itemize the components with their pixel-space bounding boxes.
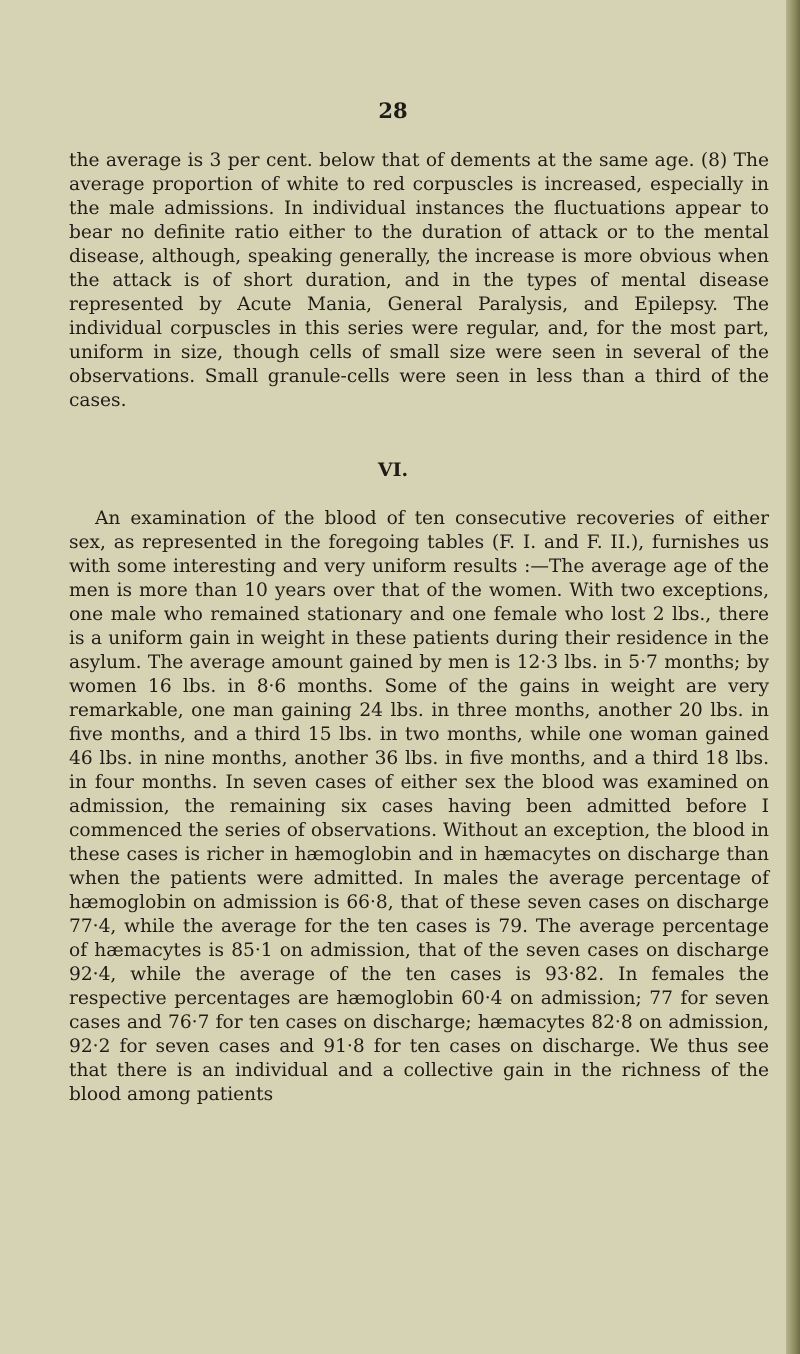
section-heading: VI. <box>377 459 409 481</box>
paragraph-2: An examination of the blood of ten consecutive recoveries of either sex, as represented in the foregoing tables (F. I. and F. II.), furnishes us with some interesting and very uniform results :—The average age of the men is more than 10 years over that of the women. With two exceptions, one male who remained stationary and one female who lost 2 lbs., there is a uniform gain in weight in these patients during their residence in the asylum. The average amount gained by men is 12·3 lbs. in 5·7 months; by women 16 lbs. in 8·6 months. Some of the gains in weight are very remarkable, one man gaining 24 lbs. in three months, another 20 lbs. in five months, and a third 15 lbs. in two months, while one woman gained 46 lbs. in nine months, another 36 lbs. in five months, and a third 18 lbs. in four months. In seven cases of either sex the blood was examined on admission, the remaining six cases having been admitted before I commenced the series of observations. Without an exception, the blood in these cases is richer in hæmoglobin and in hæmacytes on discharge than when the patients were admitted. In males the average percentage of hæmoglobin on admission is 66·8, that of these seven cases on discharge 77·4, while the average for the ten cases is 79. The average percentage of hæmacytes is 85·1 on admission, that of the seven cases on discharge 92·4, while the average of the ten cases is 93·82. In females the respective percentages are hæmoglobin 60·4 on admission; 77 for seven cases and 76·7 for ten cases on discharge; hæmacytes 82·8 on admission, 92·2 for seven cases and 91·8 for ten cases on discharge. We thus see that there is an individual and a collective gain in the richness of the blood among patients <box>69 508 769 1105</box>
paragraph-1: the average is 3 per cent. below that of dements at the same age. (8) The average proportion of white to red corpuscles is increased, especially in the male admissions. In individual instances the fluctuations appear to bear no definite ratio either to the duration of attack or to the mental disease, although, speaking generally, the increase is more obvious when the attack is of short duration, and in the types of mental disease represented by Acute Mania, General Paralysis, and Epilepsy. The individual corpuscles in this series were regular, and, for the most part, uniform in size, though cells of small size were seen in several of the observations. Small granule-cells were seen in less than a third of the cases. <box>69 150 769 411</box>
page-number: 28 <box>378 98 408 123</box>
page-edge-shadow <box>786 0 800 1354</box>
